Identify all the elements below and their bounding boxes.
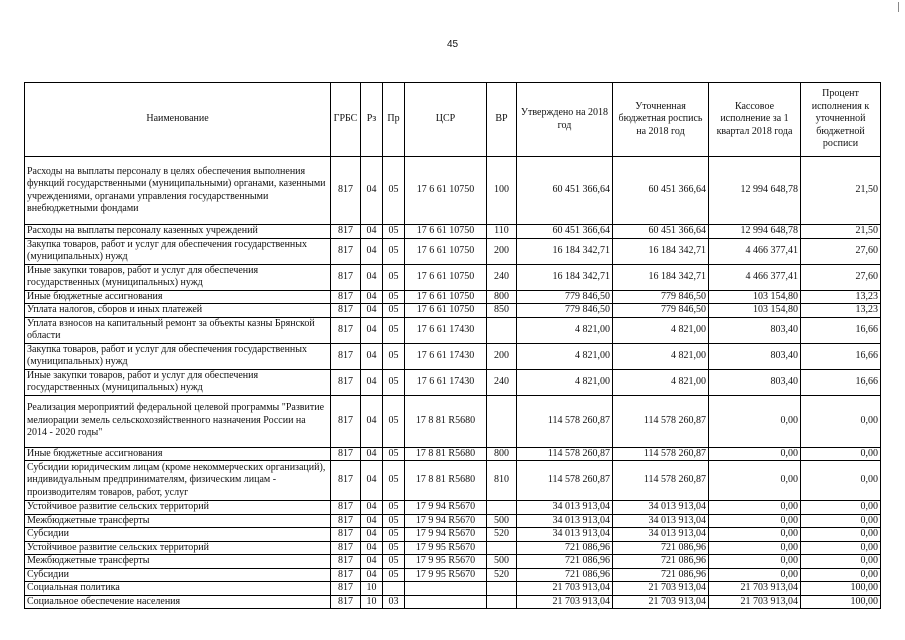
cell-grbs: 817 <box>331 582 361 596</box>
cell-approved: 34 013 913,04 <box>517 528 613 542</box>
cell-cash: 0,00 <box>709 395 801 447</box>
cell-vr: 200 <box>487 238 517 264</box>
cell-pr: 05 <box>383 461 405 501</box>
cell-approved: 721 086,96 <box>517 568 613 582</box>
cell-percent: 16,66 <box>801 369 881 395</box>
cell-pr: 05 <box>383 343 405 369</box>
cell-percent: 100,00 <box>801 582 881 596</box>
cell-grbs: 817 <box>331 501 361 515</box>
cell-vr: 520 <box>487 528 517 542</box>
cell-cash: 4 466 377,41 <box>709 264 801 290</box>
cell-vr: 240 <box>487 369 517 395</box>
cell-csr: 17 6 61 10750 <box>405 238 487 264</box>
cell-refined: 4 821,00 <box>613 369 709 395</box>
cell-vr: 520 <box>487 568 517 582</box>
cell-cash: 0,00 <box>709 501 801 515</box>
cell-pr: 05 <box>383 528 405 542</box>
cell-rz: 04 <box>361 555 383 569</box>
cell-grbs: 817 <box>331 395 361 447</box>
cell-vr: 800 <box>487 447 517 461</box>
cell-percent: 0,00 <box>801 555 881 569</box>
cell-pr: 05 <box>383 317 405 343</box>
cell-pr: 05 <box>383 225 405 239</box>
header-name: Наименование <box>25 83 331 157</box>
cell-csr: 17 9 94 R5670 <box>405 501 487 515</box>
cell-refined: 34 013 913,04 <box>613 528 709 542</box>
cell-percent: 0,00 <box>801 541 881 555</box>
cell-csr: 17 6 61 10750 <box>405 290 487 304</box>
header-csr: ЦСР <box>405 83 487 157</box>
table-row <box>25 528 881 542</box>
cell-cash: 803,40 <box>709 369 801 395</box>
cell-pr: 05 <box>383 447 405 461</box>
cell-cash: 103 154,80 <box>709 304 801 318</box>
cell-refined: 114 578 260,87 <box>613 395 709 447</box>
cell-rz: 04 <box>361 528 383 542</box>
cell-approved: 779 846,50 <box>517 304 613 318</box>
cell-pr: 05 <box>383 514 405 528</box>
cell-rz: 04 <box>361 369 383 395</box>
cell-rz: 04 <box>361 157 383 225</box>
cell-name: Иные закупки товаров, работ и услуг для обеспечения государственных (муниципальных) нужд <box>25 369 331 395</box>
cell-approved: 34 013 913,04 <box>517 501 613 515</box>
cell-pr: 05 <box>383 568 405 582</box>
cell-rz: 04 <box>361 225 383 239</box>
cell-grbs: 817 <box>331 343 361 369</box>
cell-name: Иные бюджетные ассигнования <box>25 290 331 304</box>
table-row <box>25 225 881 239</box>
cell-csr: 17 6 61 10750 <box>405 157 487 225</box>
cell-percent: 0,00 <box>801 461 881 501</box>
cell-rz: 10 <box>361 595 383 609</box>
cell-grbs: 817 <box>331 369 361 395</box>
cell-name: Межбюджетные трансферты <box>25 555 331 569</box>
table-row <box>25 568 881 582</box>
cell-name: Устойчивое развитие сельских территорий <box>25 541 331 555</box>
cell-percent: 0,00 <box>801 501 881 515</box>
cell-pr: 05 <box>383 369 405 395</box>
header-rz: Рз <box>361 83 383 157</box>
header-approved: Утверждено на 2018 год <box>517 83 613 157</box>
cell-grbs: 817 <box>331 461 361 501</box>
cell-percent: 27,60 <box>801 238 881 264</box>
cell-name: Межбюджетные трансферты <box>25 514 331 528</box>
header-row <box>25 83 881 157</box>
cell-refined: 114 578 260,87 <box>613 447 709 461</box>
cell-csr: 17 9 95 R5670 <box>405 568 487 582</box>
cell-csr: 17 6 61 10750 <box>405 264 487 290</box>
cell-name: Уплата налогов, сборов и иных платежей <box>25 304 331 318</box>
cell-refined: 34 013 913,04 <box>613 501 709 515</box>
cell-grbs: 817 <box>331 157 361 225</box>
cell-cash: 0,00 <box>709 568 801 582</box>
cell-percent: 0,00 <box>801 514 881 528</box>
cell-name: Закупка товаров, работ и услуг для обеспечения государственных (муниципальных) нужд <box>25 343 331 369</box>
cell-cash: 4 466 377,41 <box>709 238 801 264</box>
cell-rz: 04 <box>361 501 383 515</box>
cell-cash: 0,00 <box>709 541 801 555</box>
cell-vr <box>487 317 517 343</box>
cell-refined: 114 578 260,87 <box>613 461 709 501</box>
cell-refined: 21 703 913,04 <box>613 595 709 609</box>
page-number: 45 <box>446 39 459 50</box>
table-row <box>25 157 881 225</box>
table-row <box>25 582 881 596</box>
budget-table <box>24 82 881 609</box>
cell-vr: 110 <box>487 225 517 239</box>
cell-csr: 17 6 61 17430 <box>405 317 487 343</box>
cell-refined: 60 451 366,64 <box>613 157 709 225</box>
cell-rz: 04 <box>361 514 383 528</box>
header-cash: Кассовое исполнение за 1 квартал 2018 года <box>709 83 801 157</box>
cell-name: Устойчивое развитие сельских территорий <box>25 501 331 515</box>
cell-grbs: 817 <box>331 304 361 318</box>
table-row <box>25 290 881 304</box>
cell-cash: 21 703 913,04 <box>709 595 801 609</box>
cell-pr: 05 <box>383 501 405 515</box>
cell-grbs: 817 <box>331 555 361 569</box>
cell-pr: 05 <box>383 290 405 304</box>
cell-rz: 04 <box>361 541 383 555</box>
cell-refined: 34 013 913,04 <box>613 514 709 528</box>
cell-refined: 16 184 342,71 <box>613 238 709 264</box>
cell-percent: 0,00 <box>801 447 881 461</box>
cell-csr: 17 8 81 R5680 <box>405 395 487 447</box>
cell-pr: 05 <box>383 395 405 447</box>
cell-grbs: 817 <box>331 238 361 264</box>
cell-approved: 16 184 342,71 <box>517 238 613 264</box>
cell-vr: 800 <box>487 290 517 304</box>
cell-vr: 810 <box>487 461 517 501</box>
cell-name: Социальная политика <box>25 582 331 596</box>
cell-vr: 240 <box>487 264 517 290</box>
table-row <box>25 514 881 528</box>
cell-grbs: 817 <box>331 595 361 609</box>
cell-percent: 21,50 <box>801 225 881 239</box>
cell-csr: 17 9 94 R5670 <box>405 514 487 528</box>
cell-name: Закупка товаров, работ и услуг для обеспечения государственных (муниципальных) нужд <box>25 238 331 264</box>
cell-percent: 21,50 <box>801 157 881 225</box>
cell-percent: 0,00 <box>801 568 881 582</box>
cell-rz: 04 <box>361 568 383 582</box>
cell-rz: 04 <box>361 343 383 369</box>
cell-approved: 114 578 260,87 <box>517 447 613 461</box>
cell-approved: 779 846,50 <box>517 290 613 304</box>
cell-csr: 17 6 61 17430 <box>405 369 487 395</box>
table-row <box>25 238 881 264</box>
cell-vr <box>487 582 517 596</box>
cell-approved: 21 703 913,04 <box>517 582 613 596</box>
cell-name: Уплата взносов на капитальный ремонт за объекты казны Брянской области <box>25 317 331 343</box>
cell-refined: 721 086,96 <box>613 541 709 555</box>
cell-percent: 0,00 <box>801 528 881 542</box>
cell-refined: 779 846,50 <box>613 290 709 304</box>
cell-approved: 60 451 366,64 <box>517 157 613 225</box>
table-row <box>25 264 881 290</box>
cell-name: Иные бюджетные ассигнования <box>25 447 331 461</box>
cell-name: Расходы на выплаты персоналу в целях обеспечения выполнения функций государственными (муниципальными) органами, казенными учреждениями, органами управления государственными внебюджетными фондами <box>25 157 331 225</box>
scan-edge-mark <box>898 2 899 12</box>
cell-grbs: 817 <box>331 225 361 239</box>
cell-approved: 60 451 366,64 <box>517 225 613 239</box>
cell-vr: 500 <box>487 555 517 569</box>
cell-rz: 04 <box>361 264 383 290</box>
cell-percent: 100,00 <box>801 595 881 609</box>
cell-name: Субсидии <box>25 528 331 542</box>
cell-approved: 114 578 260,87 <box>517 461 613 501</box>
cell-vr: 850 <box>487 304 517 318</box>
cell-refined: 721 086,96 <box>613 555 709 569</box>
table-body <box>25 157 881 609</box>
cell-approved: 4 821,00 <box>517 369 613 395</box>
table-row <box>25 555 881 569</box>
cell-vr: 100 <box>487 157 517 225</box>
cell-pr: 05 <box>383 541 405 555</box>
table-row <box>25 447 881 461</box>
cell-pr: 05 <box>383 238 405 264</box>
cell-percent: 13,23 <box>801 290 881 304</box>
cell-refined: 779 846,50 <box>613 304 709 318</box>
cell-grbs: 817 <box>331 528 361 542</box>
cell-name: Расходы на выплаты персоналу казенных учреждений <box>25 225 331 239</box>
cell-approved: 34 013 913,04 <box>517 514 613 528</box>
cell-csr: 17 9 94 R5670 <box>405 528 487 542</box>
cell-approved: 4 821,00 <box>517 317 613 343</box>
cell-name: Иные закупки товаров, работ и услуг для обеспечения государственных (муниципальных) нужд <box>25 264 331 290</box>
cell-csr: 17 9 95 R5670 <box>405 555 487 569</box>
table-row <box>25 343 881 369</box>
cell-pr: 03 <box>383 595 405 609</box>
cell-grbs: 817 <box>331 568 361 582</box>
cell-rz: 04 <box>361 290 383 304</box>
cell-refined: 4 821,00 <box>613 317 709 343</box>
cell-csr: 17 6 61 17430 <box>405 343 487 369</box>
cell-vr <box>487 501 517 515</box>
cell-name: Социальное обеспечение населения <box>25 595 331 609</box>
cell-approved: 4 821,00 <box>517 343 613 369</box>
header-refined: Уточненная бюджетная роспись на 2018 год <box>613 83 709 157</box>
cell-cash: 0,00 <box>709 447 801 461</box>
cell-refined: 60 451 366,64 <box>613 225 709 239</box>
table-row <box>25 395 881 447</box>
cell-csr: 17 6 61 10750 <box>405 225 487 239</box>
table-row <box>25 461 881 501</box>
cell-rz: 04 <box>361 238 383 264</box>
cell-rz: 04 <box>361 395 383 447</box>
cell-cash: 103 154,80 <box>709 290 801 304</box>
cell-cash: 0,00 <box>709 514 801 528</box>
table-row <box>25 541 881 555</box>
header-grbs: ГРБС <box>331 83 361 157</box>
cell-grbs: 817 <box>331 317 361 343</box>
cell-rz: 04 <box>361 461 383 501</box>
cell-csr <box>405 582 487 596</box>
cell-percent: 16,66 <box>801 343 881 369</box>
cell-rz: 04 <box>361 304 383 318</box>
cell-percent: 13,23 <box>801 304 881 318</box>
cell-refined: 4 821,00 <box>613 343 709 369</box>
cell-pr: 05 <box>383 555 405 569</box>
cell-percent: 27,60 <box>801 264 881 290</box>
cell-cash: 0,00 <box>709 528 801 542</box>
cell-rz: 04 <box>361 317 383 343</box>
cell-pr: 05 <box>383 264 405 290</box>
cell-vr <box>487 395 517 447</box>
cell-pr: 05 <box>383 304 405 318</box>
table-row <box>25 595 881 609</box>
table-row <box>25 369 881 395</box>
cell-csr: 17 9 95 R5670 <box>405 541 487 555</box>
cell-grbs: 817 <box>331 264 361 290</box>
cell-csr: 17 6 61 10750 <box>405 304 487 318</box>
cell-approved: 721 086,96 <box>517 541 613 555</box>
cell-approved: 16 184 342,71 <box>517 264 613 290</box>
cell-approved: 721 086,96 <box>517 555 613 569</box>
cell-name: Субсидии <box>25 568 331 582</box>
cell-cash: 12 994 648,78 <box>709 157 801 225</box>
cell-csr <box>405 595 487 609</box>
cell-percent: 0,00 <box>801 395 881 447</box>
cell-approved: 114 578 260,87 <box>517 395 613 447</box>
cell-refined: 16 184 342,71 <box>613 264 709 290</box>
header-vr: ВР <box>487 83 517 157</box>
cell-approved: 21 703 913,04 <box>517 595 613 609</box>
cell-pr <box>383 582 405 596</box>
cell-percent: 16,66 <box>801 317 881 343</box>
cell-grbs: 817 <box>331 290 361 304</box>
cell-rz: 10 <box>361 582 383 596</box>
cell-cash: 803,40 <box>709 343 801 369</box>
cell-vr: 200 <box>487 343 517 369</box>
cell-cash: 803,40 <box>709 317 801 343</box>
cell-refined: 21 703 913,04 <box>613 582 709 596</box>
cell-csr: 17 8 81 R5680 <box>405 461 487 501</box>
cell-cash: 0,00 <box>709 555 801 569</box>
cell-cash: 21 703 913,04 <box>709 582 801 596</box>
cell-refined: 721 086,96 <box>613 568 709 582</box>
cell-name: Субсидии юридическим лицам (кроме некоммерческих организаций), индивидуальным предпринимателям, физическим лицам - производителям товаров, работ, услуг <box>25 461 331 501</box>
cell-vr: 500 <box>487 514 517 528</box>
cell-grbs: 817 <box>331 541 361 555</box>
table-row <box>25 317 881 343</box>
header-pr: Пр <box>383 83 405 157</box>
table-row <box>25 304 881 318</box>
cell-name: Реализация мероприятий федеральной целевой программы "Развитие мелиорации земель сельскохозяйственного назначения России на 2014 - 2020 годы" <box>25 395 331 447</box>
cell-cash: 0,00 <box>709 461 801 501</box>
cell-grbs: 817 <box>331 447 361 461</box>
table-row <box>25 501 881 515</box>
cell-cash: 12 994 648,78 <box>709 225 801 239</box>
cell-csr: 17 8 81 R5680 <box>405 447 487 461</box>
header-percent: Процент исполнения к уточненной бюджетной росписи <box>801 83 881 157</box>
cell-grbs: 817 <box>331 514 361 528</box>
cell-vr <box>487 541 517 555</box>
cell-vr <box>487 595 517 609</box>
cell-pr: 05 <box>383 157 405 225</box>
cell-rz: 04 <box>361 447 383 461</box>
